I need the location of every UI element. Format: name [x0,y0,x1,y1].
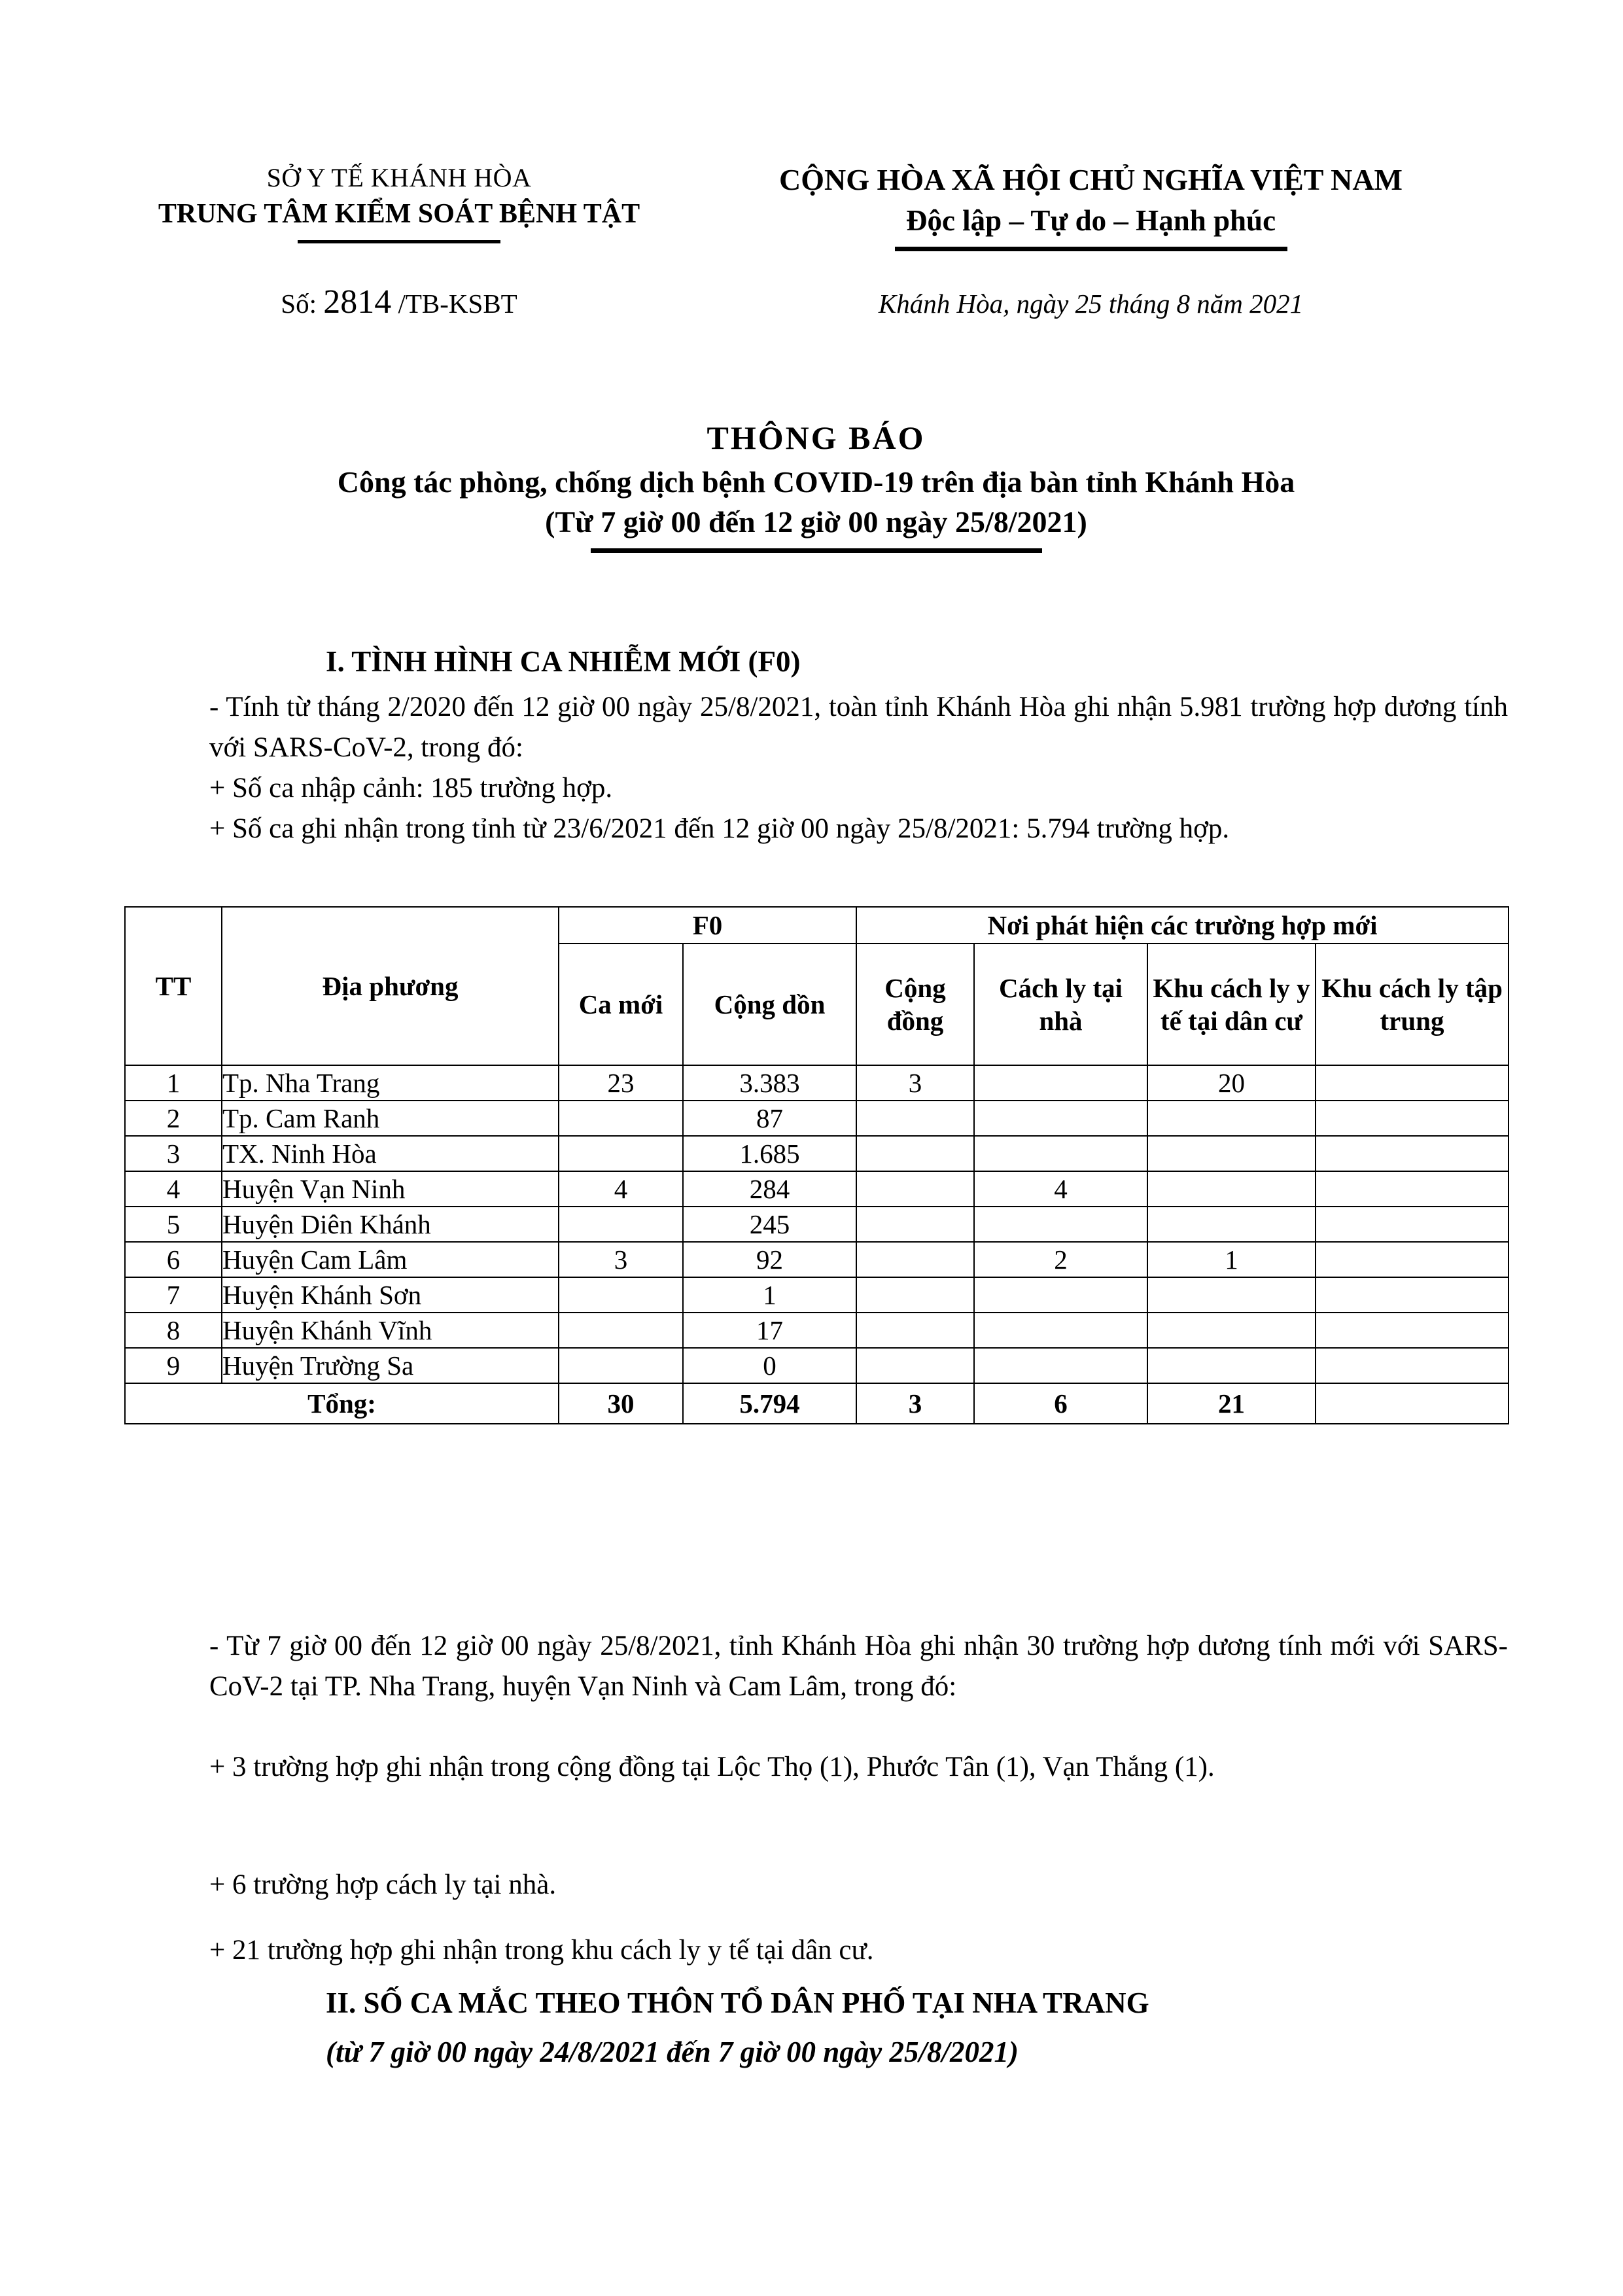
cell-khu-cach-ly-tap-trung [1316,1065,1509,1101]
table-body [125,1065,1509,1424]
section-2-heading: II. SỐ CA MẮC THEO THÔN TỔ DÂN PHỐ TẠI NHA TRANG [326,1987,1149,2019]
cell-cong-dong [856,1242,974,1277]
national-heading [674,162,1508,251]
cell-ca-moi: 4 [559,1171,683,1207]
table-header-group-row [125,907,1509,944]
section-1-paragraph-4: - Từ 7 giờ 00 đến 12 giờ 00 ngày 25/8/2021, tỉnh Khánh Hòa ghi nhận 30 trường hợp dương tính mới với SARS-CoV-2 tại TP. Nha Trang, huyện Vạn Ninh và Cam Lâm, trong đó: [209,1631,1508,1702]
cell-cong-don: 17 [683,1313,856,1348]
country-name: CỘNG HÒA XÃ HỘI CHỦ NGHĨA VIỆT NAM [779,163,1403,196]
cell-cong-don: 1.685 [683,1136,856,1171]
cell-ca-moi [559,1313,683,1348]
covid-statistics-table-wrapper [124,906,1508,1424]
title-subtitle-1: Công tác phòng, chống dịch bệnh COVID-19 trên địa bàn tỉnh Khánh Hòa [337,465,1295,499]
cell-dia-phuong: Tp. Nha Trang [222,1065,559,1101]
cell-dia-phuong: Huyện Trường Sa [222,1348,559,1383]
cell-khu-cach-ly-tap-trung [1316,1101,1509,1136]
cell-khu-cach-ly-tap-trung [1316,1313,1509,1348]
column-header-dia-phuong: Địa phương [222,907,559,1065]
cell-cong-dong [856,1277,974,1313]
document-number [124,283,674,321]
section-2-subheading: (từ 7 giờ 00 ngày 24/8/2021 đến 7 giờ 00 ngày 25/8/2021) [326,2036,1019,2068]
cell-cach-ly-tai-nha [974,1313,1147,1348]
cell-khu-cach-ly-y-te-tai-dan-cu [1147,1313,1316,1348]
cell-tt: 8 [125,1313,222,1348]
cell-total-cach-ly-tai-nha: 6 [974,1383,1147,1424]
cell-tt: 3 [125,1136,222,1171]
section-1-paragraph-1: - Tính từ tháng 2/2020 đến 12 giờ 00 ngày 25/8/2021, toàn tỉnh Khánh Hòa ghi nhận 5.981 trường hợp dương tính với SARS-CoV-2, trong đó: [209,692,1508,763]
cell-ca-moi: 3 [559,1242,683,1277]
table-row [125,1277,1509,1313]
cell-tt: 9 [125,1348,222,1383]
table-row [125,1242,1509,1277]
cell-cong-dong: 3 [856,1065,974,1101]
cell-cong-don: 245 [683,1207,856,1242]
cell-khu-cach-ly-y-te-tai-dan-cu [1147,1348,1316,1383]
cell-ca-moi [559,1207,683,1242]
cell-total-cong-don: 5.794 [683,1383,856,1424]
cell-total-cong-dong: 3 [856,1383,974,1424]
cell-cong-don: 0 [683,1348,856,1383]
cell-khu-cach-ly-tap-trung [1316,1348,1509,1383]
section-1-paragraph-7: + 21 trường hợp ghi nhận trong khu cách ly y tế tại dân cư. [209,1935,874,1966]
group-header-f0: F0 [559,907,856,944]
column-header-cong-dong: Cộng đồng [856,944,974,1065]
cell-khu-cach-ly-tap-trung [1316,1242,1509,1277]
table-total-row [125,1383,1509,1424]
cell-total-label: Tổng: [125,1383,559,1424]
cell-khu-cach-ly-tap-trung [1316,1207,1509,1242]
cell-tt: 1 [125,1065,222,1101]
cell-tt: 5 [125,1207,222,1242]
cell-total-ca-moi: 30 [559,1383,683,1424]
issuing-organization [124,162,674,251]
cell-cong-don: 1 [683,1277,856,1313]
section-1-paragraph-6: + 6 trường hợp cách ly tại nhà. [209,1869,557,1900]
cell-dia-phuong: TX. Ninh Hòa [222,1136,559,1171]
cell-cach-ly-tai-nha: 2 [974,1242,1147,1277]
cell-ca-moi [559,1277,683,1313]
table-row [125,1101,1509,1136]
national-motto: Độc lập – Tự do – Hạnh phúc [905,204,1276,237]
cell-khu-cach-ly-y-te-tai-dan-cu [1147,1136,1316,1171]
cell-ca-moi: 23 [559,1065,683,1101]
cell-cong-dong [856,1207,974,1242]
page-title: THÔNG BÁO [707,419,926,456]
cell-cong-dong [856,1348,974,1383]
section-1-paragraph-5: + 3 trường hợp ghi nhận trong cộng đồng tại Lộc Thọ (1), Phước Tân (1), Vạn Thắng (1). [209,1752,1215,1782]
header-left-divider [298,240,500,243]
table-row [125,1065,1509,1101]
cell-ca-moi [559,1348,683,1383]
title-divider [591,548,1042,553]
place-and-date: Khánh Hòa, ngày 25 tháng 8 năm 2021 [878,289,1304,319]
cell-cong-dong [856,1101,974,1136]
document-title-block [124,419,1508,553]
cell-khu-cach-ly-y-te-tai-dan-cu [1147,1101,1316,1136]
cell-dia-phuong: Huyện Cam Lâm [222,1242,559,1277]
document-header [124,162,1508,251]
cell-dia-phuong: Tp. Cam Ranh [222,1101,559,1136]
column-header-khu-cach-ly-y-te-tai-dan-cu: Khu cách ly y tế tại dân cư [1147,944,1316,1065]
cell-khu-cach-ly-y-te-tai-dan-cu [1147,1277,1316,1313]
cell-khu-cach-ly-y-te-tai-dan-cu: 1 [1147,1242,1316,1277]
cell-khu-cach-ly-y-te-tai-dan-cu [1147,1171,1316,1207]
header-right-divider [895,247,1287,251]
cell-dia-phuong: Huyện Khánh Sơn [222,1277,559,1313]
cell-ca-moi [559,1101,683,1136]
cell-cong-dong [856,1171,974,1207]
section-1-paragraph-2: + Số ca nhập cảnh: 185 trường hợp. [209,773,613,804]
section-1-heading: I. TÌNH HÌNH CA NHIỄM MỚI (F0) [326,645,801,678]
cell-dia-phuong: Huyện Vạn Ninh [222,1171,559,1207]
cell-cong-dong [856,1313,974,1348]
cell-total-khu-cach-ly-tap-trung [1316,1383,1509,1424]
cell-cach-ly-tai-nha [974,1207,1147,1242]
cell-khu-cach-ly-tap-trung [1316,1277,1509,1313]
department-name: SỞ Y TẾ KHÁNH HÒA [266,163,532,192]
cell-khu-cach-ly-y-te-tai-dan-cu [1147,1207,1316,1242]
cell-tt: 2 [125,1101,222,1136]
table-row [125,1348,1509,1383]
title-subtitle-2: (Từ 7 giờ 00 đến 12 giờ 00 ngày 25/8/2021) [545,505,1087,539]
cell-cach-ly-tai-nha [974,1101,1147,1136]
cell-cong-don: 3.383 [683,1065,856,1101]
cell-cach-ly-tai-nha [974,1348,1147,1383]
center-name: TRUNG TÂM KIỂM SOÁT BỆNH TẬT [158,199,640,229]
column-header-ca-moi: Ca mới [559,944,683,1065]
cell-cach-ly-tai-nha [974,1277,1147,1313]
cell-cach-ly-tai-nha [974,1065,1147,1101]
cell-cach-ly-tai-nha: 4 [974,1171,1147,1207]
column-header-khu-cach-ly-tap-trung: Khu cách ly tập trung [1316,944,1509,1065]
document-number-label: Số: [281,289,317,319]
cell-dia-phuong: Huyện Diên Khánh [222,1207,559,1242]
table-head [125,907,1509,1065]
column-header-tt: TT [125,907,222,1065]
table-row [125,1171,1509,1207]
table-row [125,1313,1509,1348]
cell-tt: 6 [125,1242,222,1277]
document-number-suffix: /TB-KSBT [398,289,517,319]
column-header-cong-don: Cộng dồn [683,944,856,1065]
cell-total-khu-cach-ly-y-te-tai-dan-cu: 21 [1147,1383,1316,1424]
section-1-paragraph-3: + Số ca ghi nhận trong tỉnh từ 23/6/2021 đến 12 giờ 00 ngày 25/8/2021: 5.794 trường hợp. [209,813,1230,844]
group-header-noi-phat-hien: Nơi phát hiện các trường hợp mới [856,907,1509,944]
covid-statistics-table [124,906,1509,1424]
cell-cong-dong [856,1136,974,1171]
cell-cong-don: 284 [683,1171,856,1207]
cell-cong-don: 87 [683,1101,856,1136]
cell-dia-phuong: Huyện Khánh Vĩnh [222,1313,559,1348]
cell-khu-cach-ly-tap-trung [1316,1136,1509,1171]
cell-tt: 7 [125,1277,222,1313]
cell-ca-moi [559,1136,683,1171]
table-row [125,1136,1509,1171]
column-header-cach-ly-tai-nha: Cách ly tại nhà [974,944,1147,1065]
table-row [125,1207,1509,1242]
cell-cach-ly-tai-nha [974,1136,1147,1171]
cell-khu-cach-ly-y-te-tai-dan-cu: 20 [1147,1065,1316,1101]
document-number-value: 2814 [323,283,392,321]
cell-khu-cach-ly-tap-trung [1316,1171,1509,1207]
cell-cong-don: 92 [683,1242,856,1277]
cell-tt: 4 [125,1171,222,1207]
